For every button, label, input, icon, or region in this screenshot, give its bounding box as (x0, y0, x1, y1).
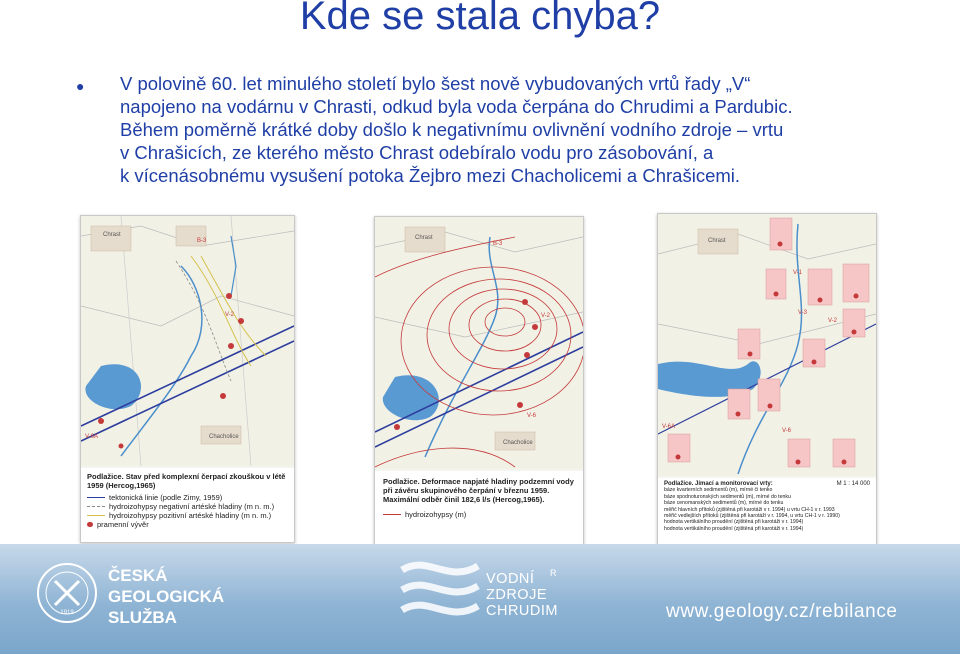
vzc-wave-logo (398, 556, 482, 628)
cgs-seal-logo (36, 562, 98, 624)
map-3-legend-item-1: báze kvarterních sedimentů (m), mírné či tenko (664, 487, 773, 494)
cgs-line-2: GEOLOGICKÁ (108, 587, 225, 606)
map-3-legend-item-4: měřič hlavních přítoků (zjištěná při karotáži v r. 1994) u vrtu CH-1 v r. 1993 (664, 506, 835, 513)
map-before-pumping (80, 215, 295, 543)
map-3-label-v2: V-2 (828, 318, 838, 324)
map-3-legend-item-7: hodnota vertikálního proudění (zjištěná při karotáži v r. 1994) (664, 525, 804, 532)
map-2-legend-title: Podlažice. Deformace napjaté hladiny podzemní vody při závěru skupinového čerpání v březnu 1959. Maximální odběr činil 182,6 l/s (Hercog,1965). (383, 477, 574, 504)
map-1-legend (81, 468, 294, 542)
map-3-label-v6a: V-6A (662, 424, 676, 430)
map-1-label-chrast: Chrast (103, 232, 121, 238)
bullet-icon: ● (76, 78, 85, 94)
map-2-label-b3: B-3 (493, 241, 503, 247)
map-1-legend-item-3: hydroizohypsy pozitivní artéské hladiny (m n. m.) (109, 511, 272, 520)
map-1-label-chacholice: Chacholice (209, 434, 239, 440)
map-3-legend-item-6: hodnota vertikálního proudění (zjištěná při karotáži v r. 1994) (664, 519, 804, 526)
map-3-legend-item-5: měřič vedlejších přítoků (zjištěná při karotáži v r. 1994, u vrtu CH-1 v r. 1990) (664, 513, 840, 520)
map-3-scale: M 1 : 14 000 (836, 481, 870, 487)
bullet-line-4: v Chrašicích, ze kterého město Chrast odebíralo vodu pro zásobování, a (120, 142, 714, 163)
map-1-legend-item-1: tektonická linie (podle Zimy, 1959) (109, 493, 223, 502)
map-3-legend-title: Podlažice. Jímací a monitorovací vrty: (664, 481, 773, 487)
map-2-label-v6: V-6 (527, 413, 537, 419)
bullet-line-1: V polovině 60. let minulého století bylo šest nově vybudovaných vrtů řady „V“ (120, 73, 751, 94)
cgs-name (108, 565, 224, 628)
map-2-label-chrast: Chrast (415, 235, 433, 241)
map-pumping-deformation (374, 216, 584, 546)
bullet-line-3: Během poměrně krátké doby došlo k negativnímu ovlivnění vodního zdroje – vrtu (120, 119, 784, 140)
map-1-legend-title: Podlažice. Stav před komplexní čerpací zkouškou v létě 1959 (Hercog,1965) (87, 472, 286, 490)
vzc-line-3: CHRUDIM (486, 603, 558, 619)
cgs-line-3: SLUŽBA (108, 608, 177, 627)
map-3-label-v6: V-6 (782, 428, 792, 434)
vzc-name (486, 571, 558, 619)
slide-title: Kde se stala chyba? (299, 0, 661, 38)
map-3-label-v1: V-1 (793, 270, 803, 276)
map-1-label-v2: V-2 (225, 312, 235, 318)
vzc-registered-mark: R (550, 568, 557, 578)
map-3-legend-item-2: báze spodnoturonských sedimentů (m), mírné do tenku (664, 493, 791, 500)
map-3-label-chrast: Chrast (708, 238, 726, 244)
cgs-line-1: ČESKÁ (108, 566, 168, 585)
map-1-label-v6a: V-6A (85, 434, 99, 440)
website-url: www.geology.cz/rebilance (666, 601, 898, 622)
cgs-seal-year: 1919 (60, 610, 74, 616)
map-1-legend-item-2: hydroizohypsy negativní artéské hladiny (m n. m.) (109, 502, 275, 511)
map-1-legend-item-4: pramenní vývěr (97, 520, 149, 529)
map-2-legend (375, 471, 583, 545)
bullet-line-2: napojeno na vodárnu v Chrasti, odkud byla voda čerpána do Chrudimi a Pardubic. (120, 96, 793, 117)
map-1-label-b3: B-3 (197, 238, 207, 244)
vzc-line-2: ZDROJE (486, 587, 547, 603)
map-2-label-v2: V-2 (541, 313, 551, 319)
map-2-legend-item-1: hydroizohypsy (m) (405, 510, 467, 519)
bullet-paragraph (76, 72, 936, 187)
map-monitoring-wells (657, 213, 877, 546)
map-2-label-chacholice: Chacholice (503, 440, 533, 446)
vzc-line-1: VODNÍ (486, 571, 535, 587)
map-3-label-v3: V-3 (798, 310, 808, 316)
bullet-line-5: k vícenásobnému vysušení potoka Žejbro mezi Chacholicemi a Chrašicemi. (120, 165, 741, 186)
map-3-legend (658, 478, 876, 545)
map-3-legend-item-3: báze cenomanských sedimentů (m), mírné do tenku (664, 500, 784, 507)
